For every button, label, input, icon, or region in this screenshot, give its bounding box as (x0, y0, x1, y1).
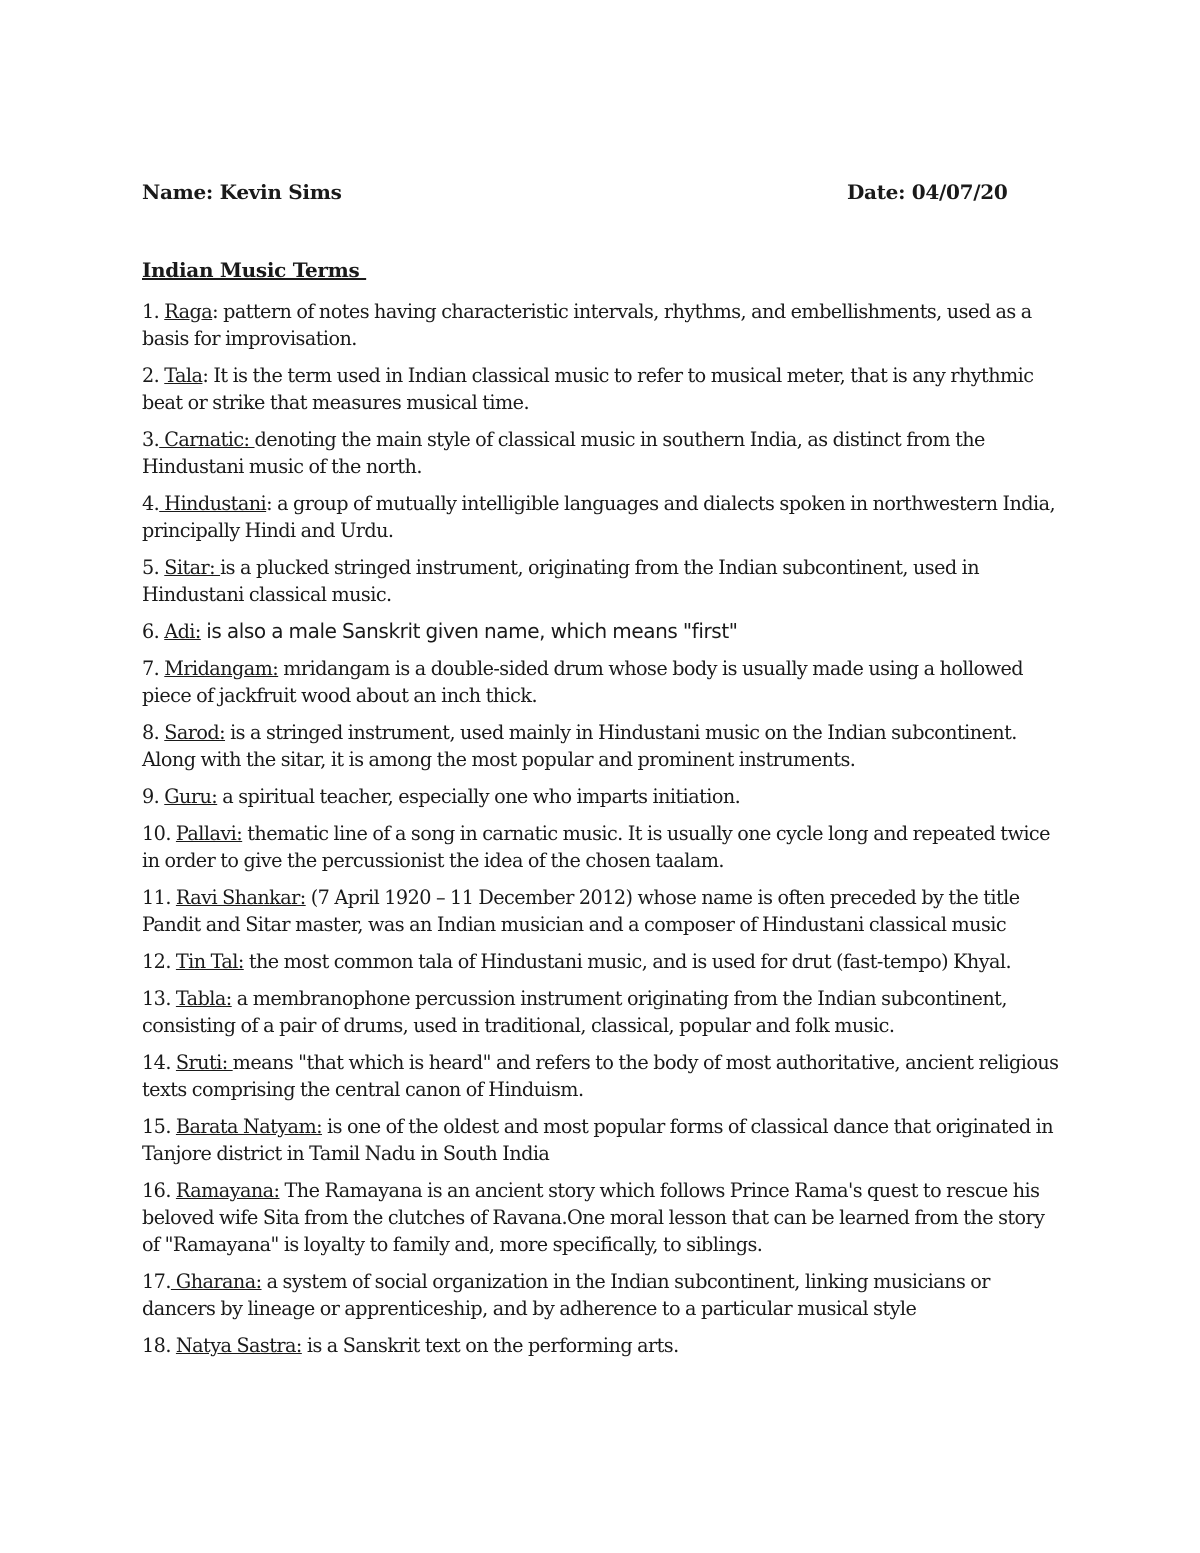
term-item (142, 948, 1067, 975)
term-item (142, 884, 1067, 938)
term-item (142, 783, 1067, 810)
term-number: 7. (142, 657, 165, 680)
term-word: Barata Natyam: (175, 1115, 322, 1138)
term-number: 11. (142, 886, 176, 909)
term-number: 8. (142, 721, 165, 744)
term-definition: is also a male Sanskrit given name, which means "first" (200, 619, 738, 643)
term-definition: is one of the oldest and most popular forms of classical dance that originated in Tanjore district in Tamil Nadu in South India (142, 1115, 1054, 1165)
student-name: Name: Kevin Sims (142, 180, 342, 204)
term-word: Mridangam: (164, 657, 279, 680)
term-definition: : a group of mutually intelligible languages and dialects spoken in northwestern India, principally Hindi and Urdu. (142, 492, 1056, 542)
term-definition: (7 April 1920 – 11 December 2012) whose name is often preceded by the title Pandit and Sitar master, was an Indian musician and a composer of Hindustani classical music (142, 886, 1020, 936)
term-word: Ravi Shankar: (175, 886, 306, 909)
term-definition: denoting the main style of classical music in southern India, as distinct from the Hindustani music of the north. (142, 428, 985, 478)
term-word: Sarod: (164, 721, 226, 744)
term-number: 12. (142, 950, 176, 973)
term-definition: : pattern of notes having characteristic intervals, rhythms, and embellishments, used as a basis for improvisation. (142, 300, 1032, 350)
term-definition: is a plucked stringed instrument, originating from the Indian subcontinent, used in Hindustani classical music. (142, 556, 980, 606)
term-word: Sruti: (175, 1051, 233, 1074)
term-word: Hindustani (159, 492, 267, 515)
term-item (142, 1113, 1067, 1167)
term-definition: means "that which is heard" and refers to the body of most authoritative, ancient religious texts comprising the central canon of Hinduism. (142, 1051, 1059, 1101)
term-number: 17. (142, 1270, 171, 1293)
term-number: 14. (142, 1051, 176, 1074)
term-definition: a spiritual teacher, especially one who imparts initiation. (217, 785, 741, 808)
term-item (142, 1268, 1067, 1322)
assignment-date: Date: 04/07/20 (847, 180, 1008, 204)
document-title: Indian Music Terms (142, 258, 367, 282)
term-item (142, 426, 1067, 480)
term-word: Pallavi: (175, 822, 243, 845)
term-item (142, 1049, 1067, 1103)
term-item (142, 985, 1067, 1039)
term-number: 3. (142, 428, 160, 451)
term-word: Carnatic: (159, 428, 255, 451)
term-number: 9. (142, 785, 165, 808)
term-number: 4. (142, 492, 160, 515)
term-word: Tala (164, 364, 203, 387)
term-word: Adi: (164, 620, 201, 643)
term-number: 15. (142, 1115, 176, 1138)
term-number: 6. (142, 620, 165, 643)
term-item (142, 655, 1067, 709)
term-item (142, 719, 1067, 773)
term-number: 10. (142, 822, 176, 845)
term-item (142, 1332, 1067, 1359)
term-word: Natya Sastra: (175, 1334, 302, 1357)
term-item (142, 1177, 1067, 1258)
term-definition: : It is the term used in Indian classical music to refer to musical meter, that is any rhythmic beat or strike that measures musical time. (142, 364, 1034, 414)
term-number: 13. (142, 987, 176, 1010)
term-item (142, 554, 1067, 608)
term-item (142, 490, 1067, 544)
term-item (142, 618, 1067, 645)
term-number: 2. (142, 364, 165, 387)
term-number: 1. (142, 300, 165, 323)
term-word: Guru: (164, 785, 218, 808)
term-definition: the most common tala of Hindustani music, and is used for drut (fast-tempo) Khyal. (243, 950, 1012, 973)
term-definition: is a Sanskrit text on the performing arts. (301, 1334, 679, 1357)
term-definition: The Ramayana is an ancient story which follows Prince Rama's quest to rescue his beloved wife Sita from the clutches of Ravana.One moral lesson that can be learned from the story of "Ramayana" is loyalty to family and, more specifically, to siblings. (142, 1179, 1045, 1256)
term-item (142, 362, 1067, 416)
term-word: Sitar: (164, 556, 221, 579)
term-number: 16. (142, 1179, 176, 1202)
term-definition: a membranophone percussion instrument originating from the Indian subcontinent, consisting of a pair of drums, used in traditional, classical, popular and folk music. (142, 987, 1007, 1037)
term-word: Tin Tal: (175, 950, 244, 973)
term-definition: a system of social organization in the Indian subcontinent, linking musicians or dancers by lineage or apprenticeship, and by adherence to a particular musical style (142, 1270, 990, 1320)
term-word: Ramayana: (175, 1179, 280, 1202)
term-number: 18. (142, 1334, 176, 1357)
term-definition: mridangam is a double-sided drum whose body is usually made using a hollowed piece of jackfruit wood about an inch thick. (142, 657, 1023, 707)
term-number: 5. (142, 556, 165, 579)
term-word: Raga (164, 300, 213, 323)
term-definition: is a stringed instrument, used mainly in Hindustani music on the Indian subcontinent. Along with the sitar, it is among the most popular and prominent instruments. (142, 721, 1017, 771)
term-word: Tabla: (175, 987, 232, 1010)
term-definition: thematic line of a song in carnatic music. It is usually one cycle long and repeated twice in order to give the percussionist the idea of the chosen taalam. (142, 822, 1050, 872)
term-item (142, 820, 1067, 874)
terms-list (142, 298, 1067, 1369)
term-item (142, 298, 1067, 352)
term-word: Gharana: (170, 1270, 262, 1293)
